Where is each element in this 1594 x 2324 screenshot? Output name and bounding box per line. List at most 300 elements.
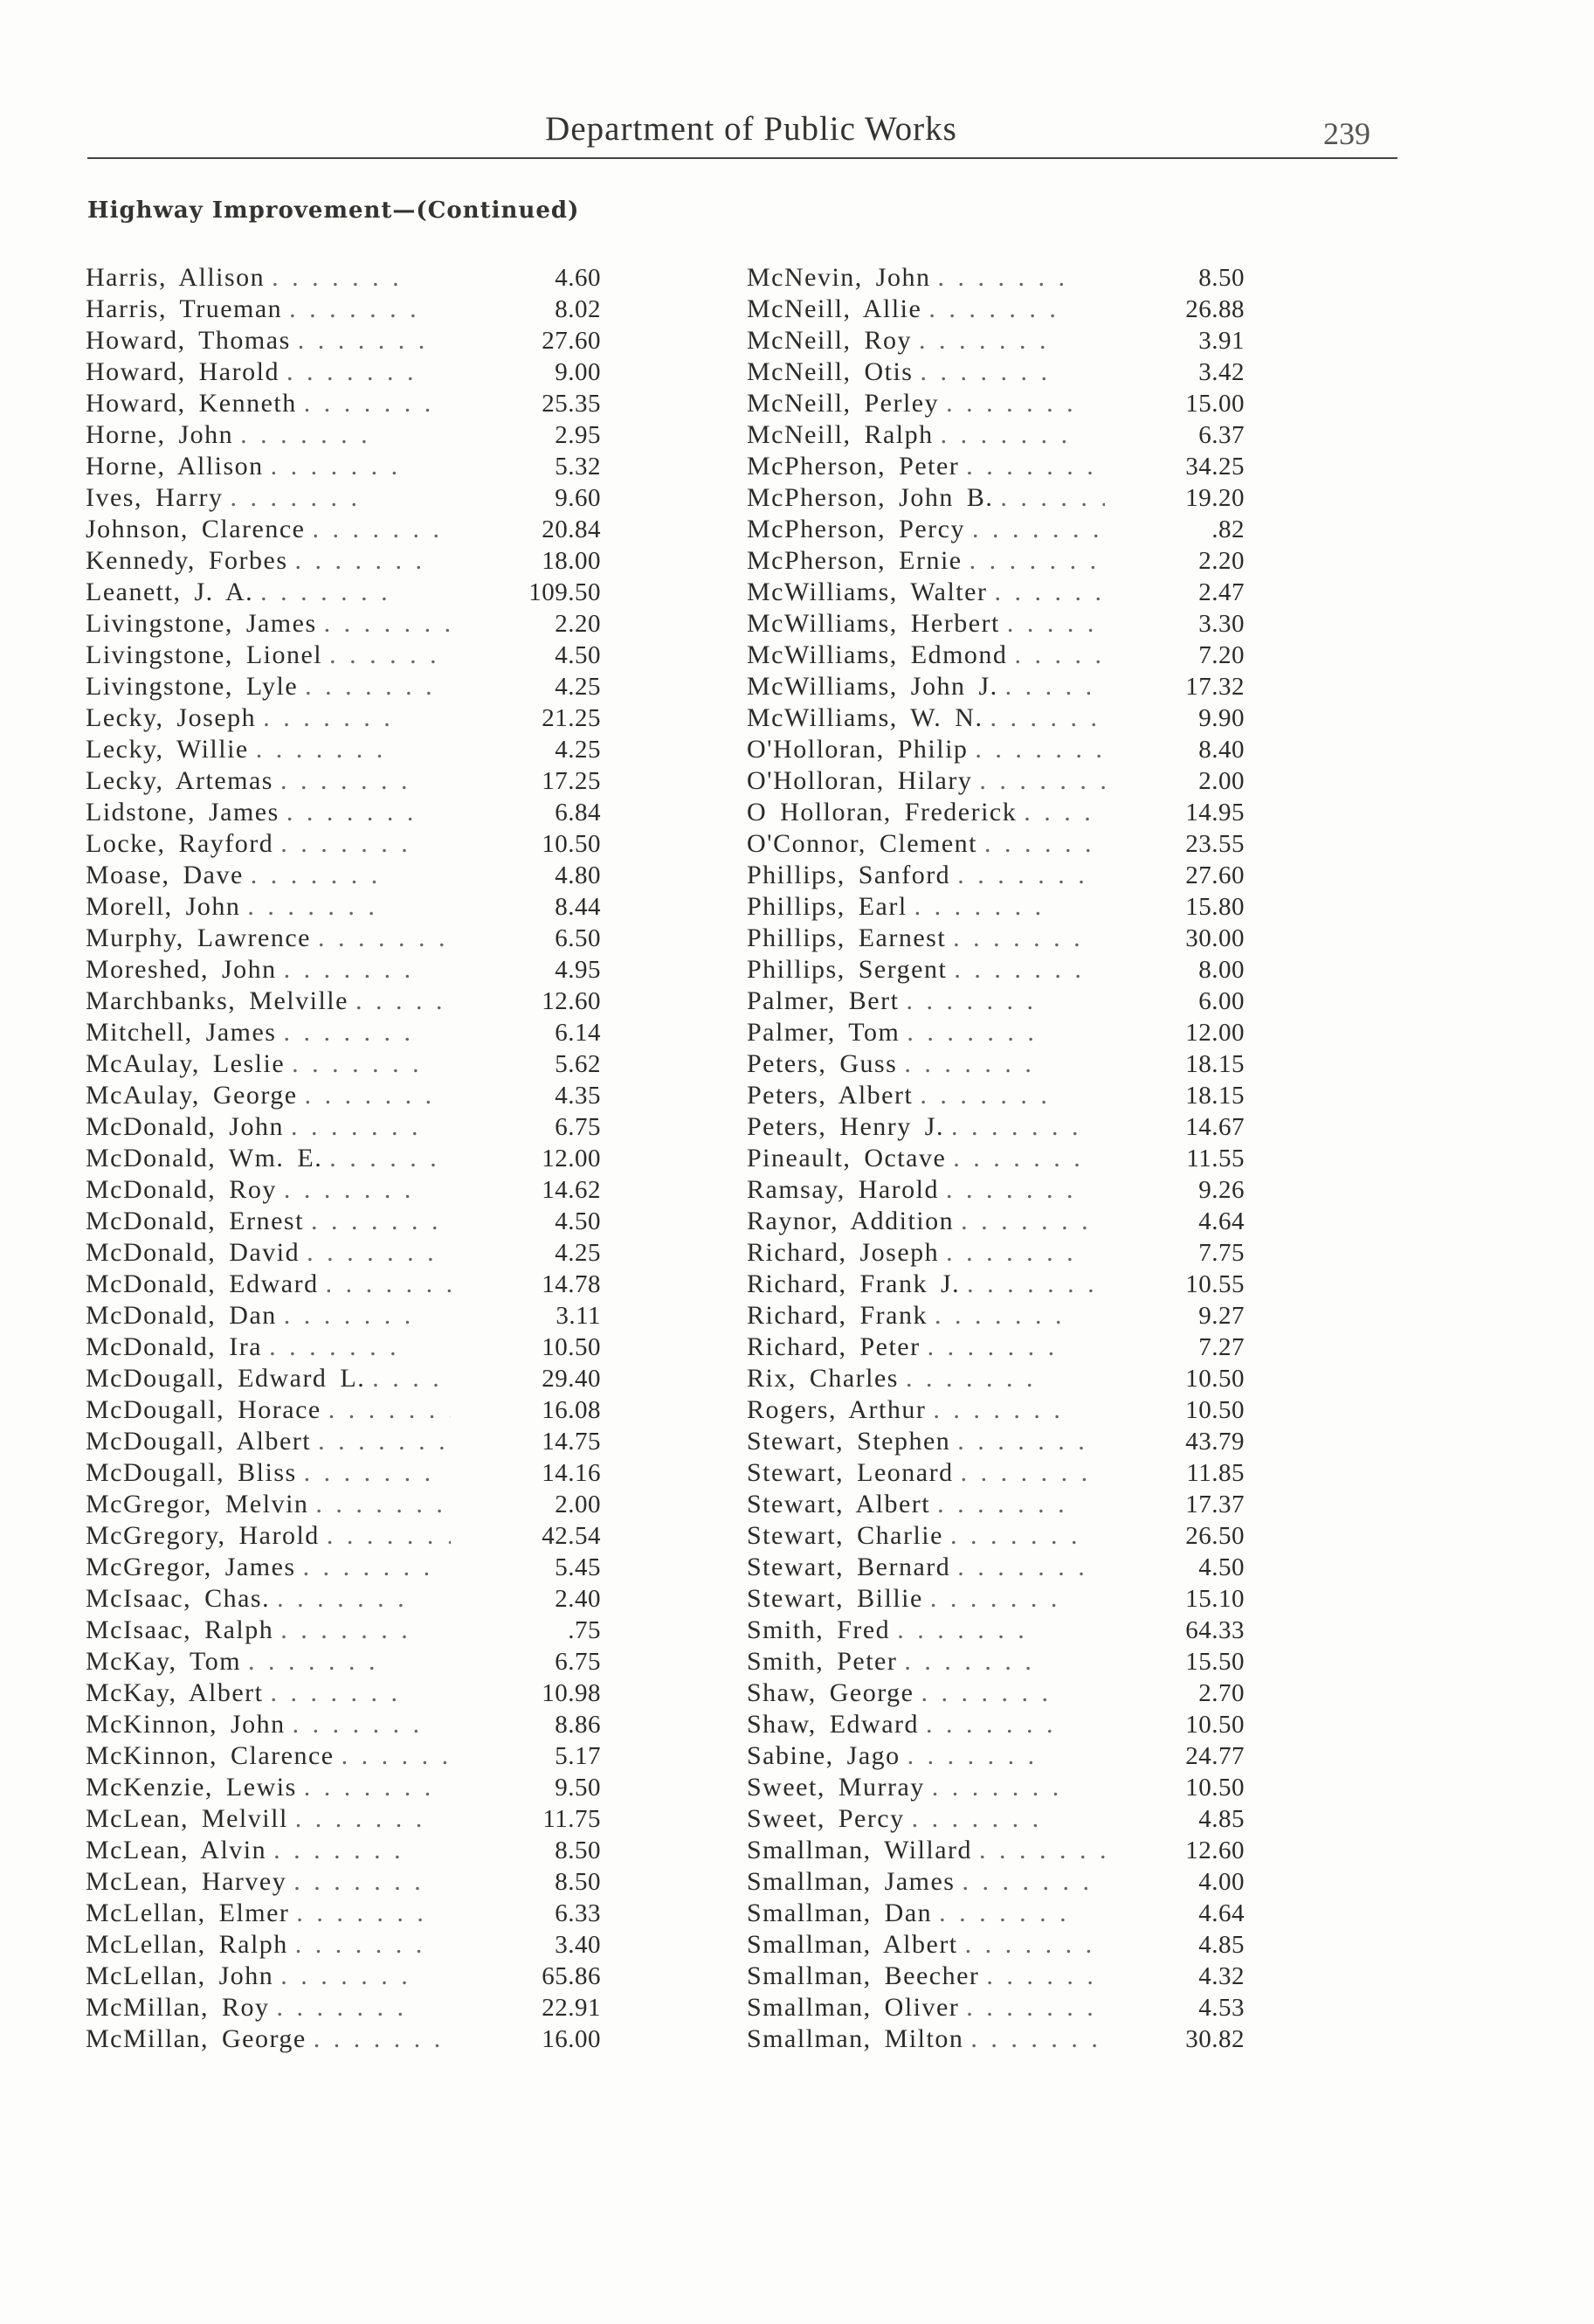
entry-name-group [86,577,459,608]
payment-amount: 2.95 [555,421,601,449]
dot-leader [326,1269,451,1300]
payment-amount: 17.32 [1185,673,1245,701]
dot-leader [230,482,361,514]
payee-name: Howard, Kenneth [86,389,297,418]
payment-amount: 26.50 [1185,1522,1245,1550]
dot-leader [289,294,420,325]
list-item [747,1394,1245,1426]
list-item [86,325,601,356]
list-item [86,545,601,577]
list-item [747,828,1245,860]
payee-name: Lecky, Artemas [86,766,273,795]
list-item [747,1898,1245,1929]
payee-name: McLellan, Elmer [86,1899,290,1927]
payee-name: McDonald, David [86,1238,300,1267]
entry-name-group [86,388,459,419]
entry-name-group [86,294,459,325]
payee-name: McDougall, Edward L. [86,1364,366,1393]
dot-leader [926,1709,1057,1740]
dot-leader [1024,797,1105,828]
payee-name: Smith, Fred [747,1615,891,1644]
entry-name-group [86,1929,459,1961]
payee-name: McGregory, Harold [86,1521,320,1550]
dot-leader [305,671,436,702]
payee-name: McNeill, Otis [747,357,914,386]
entry-name-group [747,1363,1114,1394]
payee-name: McDougall, Albert [86,1427,312,1456]
payee-name: McIsaac, Chas. [86,1584,271,1613]
payee-name: McGregor, James [86,1553,296,1581]
list-item [86,1174,601,1206]
list-item [86,860,601,891]
payment-amount: .75 [568,1616,601,1644]
payment-amount: 15.80 [1185,893,1245,921]
entry-name-group [86,325,459,356]
payment-amount: 2.00 [1198,767,1245,795]
payment-amount: 4.35 [555,1082,601,1110]
payee-name: Shaw, George [747,1678,914,1707]
payment-amount: 4.50 [555,1207,601,1235]
entry-name-group [86,1080,459,1111]
payee-name: Peters, Albert [747,1081,914,1110]
list-item [747,451,1245,482]
list-item [86,1269,601,1300]
dot-leader [298,325,429,356]
payee-name: Phillips, Earnest [747,923,947,952]
payee-name: Johnson, Clarence [86,515,306,543]
dot-leader [906,1363,1037,1394]
dot-leader [260,577,391,608]
payment-amount: 5.32 [555,453,601,481]
list-item [86,1772,601,1803]
payment-amount: 14.67 [1185,1113,1245,1141]
payment-amount: 22.91 [542,1994,601,2022]
list-item [747,1111,1245,1143]
entry-name-group [747,1017,1114,1048]
dot-leader [284,1300,415,1331]
entry-name-group [86,1206,459,1237]
list-item [86,1615,601,1646]
payee-name: Shaw, Edward [747,1710,920,1739]
entry-name-group [747,1331,1114,1363]
list-item [86,451,601,482]
dot-leader [272,262,403,294]
dot-leader [951,1111,1082,1143]
payment-amount: 12.60 [1185,1836,1245,1864]
payment-amount: 9.27 [1198,1302,1245,1330]
payment-amount: 64.33 [1185,1616,1245,1644]
entry-name-group [86,1740,459,1772]
entry-name-group [747,1426,1114,1457]
list-item [86,1583,601,1615]
entry-name-group [86,1048,459,1080]
list-item [747,1740,1245,1772]
payee-name: Peters, Henry J. [747,1112,944,1141]
payment-amount: 8.86 [555,1711,601,1739]
list-item [86,388,601,419]
payee-name: McDonald, Wm. E. [86,1144,323,1172]
dot-leader [921,1677,1052,1709]
payment-amount: 34.25 [1185,453,1245,481]
list-item [86,702,601,734]
payee-name: Sabine, Jago [747,1741,901,1770]
dot-leader [950,1520,1081,1552]
payee-name: McPherson, Ernie [747,546,963,575]
dot-leader [295,545,426,577]
payee-name: Stewart, Stephen [747,1427,951,1456]
dot-leader [1007,608,1105,640]
entry-name-group [747,1269,1114,1300]
entry-name-group [747,1520,1114,1552]
dot-leader [928,1331,1059,1363]
payment-amount: 9.00 [555,358,601,386]
entry-name-group [86,1772,459,1803]
dot-leader [269,1331,400,1363]
payee-name: Lecky, Willie [86,735,249,764]
entry-name-group [747,451,1114,482]
payee-name: Raynor, Addition [747,1207,955,1235]
dot-leader [284,1174,415,1206]
payee-name: Richard, Peter [747,1332,921,1361]
payment-amount: .82 [1211,515,1245,543]
payee-name: McLean, Harvey [86,1867,287,1896]
payment-amount: 11.55 [1186,1145,1245,1172]
dot-leader [304,388,435,419]
payee-name: McNevin, John [747,263,931,292]
dot-leader [970,2023,1101,2055]
dot-leader [906,986,1037,1017]
list-item [747,797,1245,828]
dot-leader [957,1426,1088,1457]
payee-name: Leanett, J. A. [86,578,254,606]
payee-name: McNeill, Allie [747,294,922,323]
entry-name-group [747,986,1114,1017]
payment-amount: 5.17 [555,1742,601,1770]
list-item [86,828,601,860]
list-item [747,671,1245,702]
payment-amount: 4.80 [555,861,601,889]
payment-amount: 20.84 [542,515,601,543]
list-item [86,1017,601,1048]
entry-name-group [86,262,459,294]
entry-name-group [86,1363,459,1394]
dot-leader [961,1457,1092,1489]
list-item [86,514,601,545]
dot-leader [280,828,411,860]
payment-amount: 2.20 [555,610,601,638]
list-item [747,1866,1245,1898]
list-item [747,702,1245,734]
list-item [747,2023,1245,2055]
entry-name-group [747,765,1114,797]
entry-name-group [747,923,1114,954]
payee-name: Phillips, Sanford [747,861,951,889]
entry-name-group [86,1583,459,1615]
payee-name: McWilliams, W. N. [747,703,983,732]
entry-name-group [747,1080,1114,1111]
payee-name: McDougall, Horace [86,1395,321,1424]
dot-leader [329,1143,451,1174]
entry-name-group [86,860,459,891]
payment-amount: 65.86 [542,1962,601,1990]
payee-name: Lidstone, James [86,798,279,827]
list-item [747,388,1245,419]
entry-name-group [86,514,459,545]
payee-name: Murphy, Lawrence [86,923,311,952]
payment-amount: 2.40 [555,1585,601,1613]
payment-amount: 2.20 [1198,547,1245,575]
payee-name: Harris, Allison [86,263,266,292]
payment-amount: 17.37 [1185,1491,1245,1518]
entry-name-group [86,671,459,702]
payee-name: Phillips, Sergent [747,955,948,984]
dot-leader [970,545,1101,577]
payment-amount: 11.85 [1186,1459,1245,1487]
dot-leader [295,1929,426,1961]
dot-leader [907,1740,1039,1772]
dot-leader [979,1835,1105,1866]
dot-leader [327,1520,451,1552]
payee-name: Stewart, Leonard [747,1458,954,1487]
entry-name-group [747,1646,1114,1677]
list-item [86,923,601,954]
payment-amount: 7.20 [1198,641,1245,669]
dot-leader [284,954,415,986]
payment-amount: 8.50 [1198,264,1245,292]
payment-amount: 4.85 [1198,1805,1245,1833]
list-item [86,1520,601,1552]
entry-name-group [86,1457,459,1489]
dot-leader [305,1080,436,1111]
payment-amount: 14.62 [542,1176,601,1204]
dot-leader [342,1740,451,1772]
payee-name: Smallman, James [747,1867,956,1896]
payee-name: Howard, Harold [86,357,279,386]
dot-leader [921,356,1052,388]
payee-name: Sweet, Percy [747,1804,905,1833]
payment-amount: 3.42 [1198,358,1245,386]
entry-name-group [747,1677,1114,1709]
list-item [747,1961,1245,1992]
payee-name: McWilliams, Walter [747,578,988,606]
payment-amount: 26.88 [1185,295,1245,323]
dot-leader [914,891,1045,923]
payment-amount: 4.25 [555,1239,601,1267]
payment-amount: 6.50 [555,924,601,952]
list-item [86,1929,601,1961]
entry-name-group [86,923,459,954]
payee-name: McNeill, Perley [747,389,940,418]
entry-name-group [86,1992,459,2023]
entry-name-group [86,1866,459,1898]
dot-leader [928,294,1059,325]
payment-amount: 7.75 [1198,1239,1245,1267]
list-item [747,1174,1245,1206]
dot-leader [904,1048,1035,1080]
dot-leader [965,1929,1096,1961]
entry-name-group [86,765,459,797]
entry-name-group [86,608,459,640]
dot-leader [920,1080,1051,1111]
list-item [747,1300,1245,1331]
payment-amount: 8.44 [555,893,601,921]
dot-leader [277,1583,408,1615]
dot-leader [311,1206,442,1237]
payee-name: McDonald, Ernest [86,1207,304,1235]
payment-amount: 4.85 [1198,1931,1245,1959]
dot-leader [307,1237,438,1269]
dot-leader [312,514,443,545]
entry-name-group [86,545,459,577]
dot-leader [271,451,402,482]
list-item [86,734,601,765]
list-item [86,1803,601,1835]
entry-name-group [747,1929,1114,1961]
list-item [747,1143,1245,1174]
list-item [747,1992,1245,2023]
payee-name: McDonald, Edward [86,1269,319,1298]
payment-amount: 27.60 [542,327,601,355]
payee-name: McKay, Albert [86,1678,264,1707]
list-item [747,356,1245,388]
payment-amount: 4.64 [1198,1207,1245,1235]
payment-amount: 6.75 [555,1113,601,1141]
payment-amount: 4.53 [1198,1994,1245,2022]
list-item [747,1457,1245,1489]
payment-amount: 14.75 [542,1428,601,1456]
payment-amount: 4.64 [1198,1899,1245,1927]
payment-amount: 4.50 [1198,1553,1245,1581]
list-item [747,1237,1245,1269]
entry-name-group [747,1740,1114,1772]
dot-leader [946,1237,1077,1269]
payee-name: Lecky, Joseph [86,703,257,732]
payee-name: McDonald, John [86,1112,284,1141]
payment-amount: 10.50 [1185,1396,1245,1424]
payee-name: McPherson, Peter [747,452,960,481]
payee-name: O'Connor, Clement [747,829,978,858]
payment-amount: 8.40 [1198,736,1245,764]
payee-name: Palmer, Bert [747,986,900,1015]
list-item [86,262,601,294]
dot-leader [953,923,1084,954]
payment-amount: 6.84 [555,799,601,827]
dot-leader [1014,640,1105,671]
dot-leader [937,1489,1068,1520]
dot-leader [314,2023,445,2055]
payee-name: McDougall, Bliss [86,1458,297,1487]
payee-name: McWilliams, Edmond [747,640,1008,669]
list-item [86,954,601,986]
payment-amount: 9.60 [555,484,601,512]
dot-leader [271,1677,402,1709]
header-rule [87,157,1397,159]
payment-amount: 109.50 [528,578,601,606]
entry-name-group [86,986,459,1017]
payee-name: Smallman, Albert [747,1930,958,1959]
payment-amount: 10.98 [542,1679,601,1707]
list-item [747,765,1245,797]
payment-amount: 42.54 [542,1522,601,1550]
dot-leader [919,325,1050,356]
dot-leader [355,986,451,1017]
entry-name-group [747,262,1114,294]
payee-name: Livingstone, Lionel [86,640,323,669]
entry-name-group [747,702,1114,734]
payment-amount: 4.95 [555,956,601,984]
entry-name-group [747,1237,1114,1269]
payment-amount: 9.90 [1198,704,1245,732]
dot-leader [897,1615,1028,1646]
list-item [747,1363,1245,1394]
entry-name-group [86,1300,459,1331]
payment-amount: 12.60 [542,987,601,1015]
entry-name-group [747,860,1114,891]
payment-amount: 3.30 [1198,610,1245,638]
entry-name-group [747,294,1114,325]
payment-amount: 18.00 [542,547,601,575]
list-item [86,608,601,640]
payment-amount: 16.08 [542,1396,601,1424]
payee-name: McMillan, George [86,2024,307,2053]
entry-name-group [86,1961,459,1992]
payment-amount: 43.79 [1185,1428,1245,1456]
payee-name: McLellan, Ralph [86,1930,288,1959]
list-item [86,1457,601,1489]
payee-name: McNeill, Ralph [747,420,934,449]
payee-name: O'Holloran, Philip [747,735,969,764]
payee-name: Livingstone, James [86,609,317,638]
entry-name-group [86,1331,459,1363]
entry-name-group [747,1111,1114,1143]
payee-name: Rogers, Arthur [747,1395,927,1424]
payment-amount: 14.78 [542,1270,601,1298]
payment-amount: 15.00 [1185,390,1245,418]
payment-amount: 6.14 [555,1019,601,1047]
payment-amount: 10.50 [1185,1711,1245,1739]
dot-leader [293,1866,424,1898]
entry-name-group [747,419,1114,451]
payment-amount: 19.20 [1185,484,1245,512]
list-item [747,734,1245,765]
payee-name: Moase, Dave [86,861,244,889]
payee-name: Ramsay, Harold [747,1175,940,1204]
list-item [747,1835,1245,1866]
dot-leader [957,860,1088,891]
right-column [747,262,1245,2055]
list-item [747,954,1245,986]
list-item [86,2023,601,2055]
list-item [747,1677,1245,1709]
payee-name: Smallman, Dan [747,1899,933,1927]
list-item [747,1426,1245,1457]
payee-name: McDonald, Dan [86,1301,277,1330]
entry-name-group [747,1174,1114,1206]
dot-leader [1000,482,1105,514]
entry-name-group [747,1143,1114,1174]
payee-name: McWilliams, John J. [747,672,998,701]
list-item [747,1017,1245,1048]
payee-name: McDonald, Ira [86,1332,263,1361]
entry-name-group [747,1709,1114,1740]
list-item [86,419,601,451]
payee-name: McKenzie, Lewis [86,1773,297,1802]
dot-leader [904,1646,1035,1677]
entry-name-group [747,482,1114,514]
dot-leader [994,577,1105,608]
dot-leader [286,356,417,388]
dot-leader [291,1111,422,1143]
